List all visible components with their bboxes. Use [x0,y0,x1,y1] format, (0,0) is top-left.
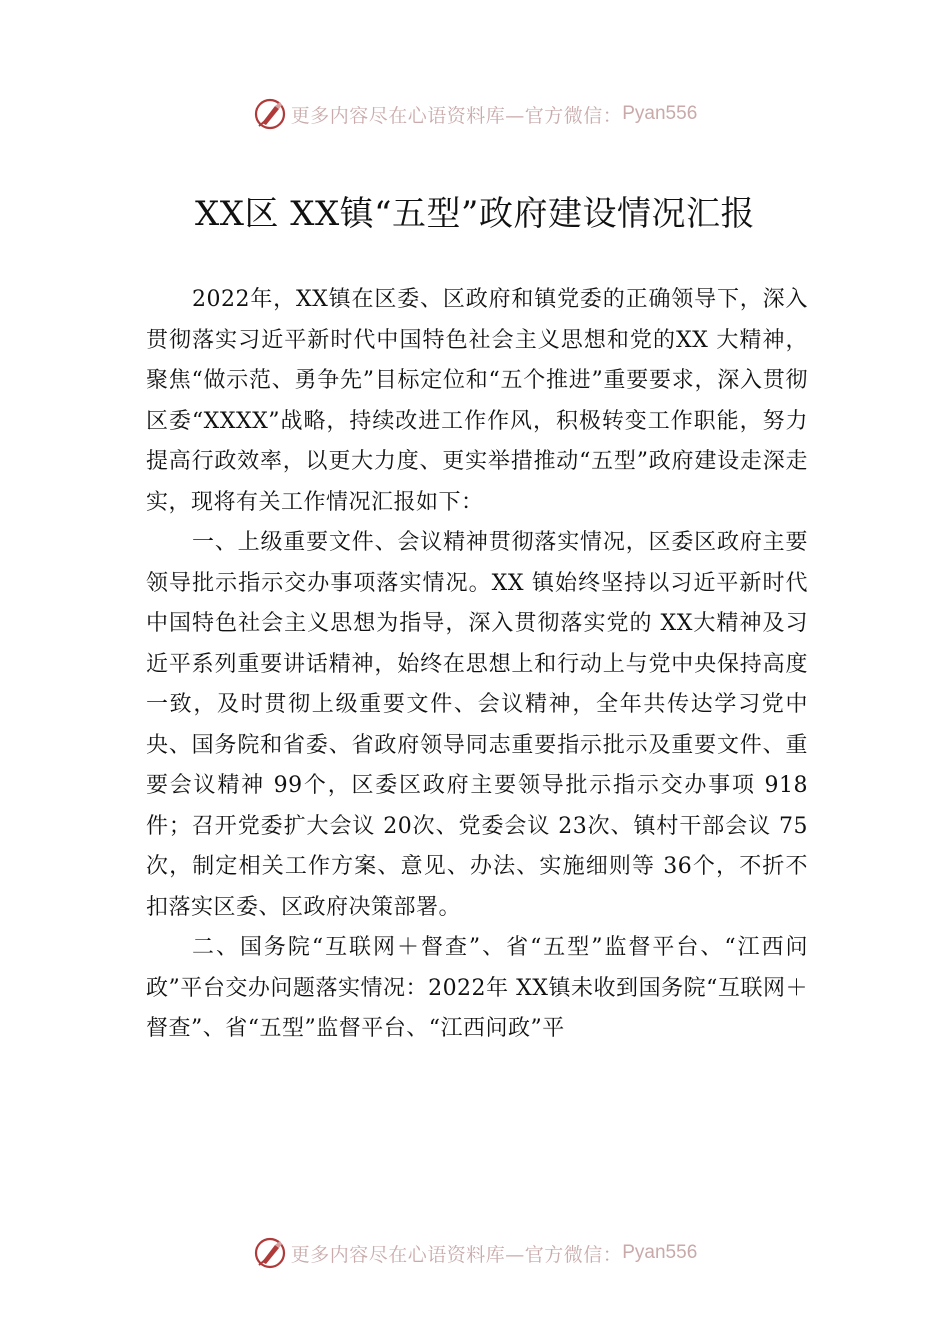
paragraph-section-2: 二、国务院“互联网＋督查”、省“五型”监督平台、“江西问政”平台交办问题落实情况：2022年 XX镇未收到国务院“互联网＋督查”、省“五型”监督平台、“江西问政”平 [146,935,808,1041]
header-banner-text: 更多内容尽在心语资料库—官方微信： [290,104,623,127]
paragraph-intro: 2022年，XX镇在区委、区政府和镇党委的正确领导下，深入贯彻落实习近平新时代中国特色社会主义思想和党的XX 大精神，聚焦“做示范、勇争先”目标定位和“五个推进”重要要求，深入贯彻区委“XXXX”战略，持续改进工作作风，积极转变工作职能，努力提高行政效率，以更大力度、更实举措推动“五型”政府建设走深走实，现将有关工作情况汇报如下： [146,287,808,515]
footer-banner [0,1233,950,1273]
document-title: XX区 XX镇“五型”政府建设情况汇报 [195,194,755,234]
quill-pen-logo-icon [253,1236,287,1270]
paragraph-section-1: 一、上级重要文件、会议精神贯彻落实情况，区委区政府主要领导批示指示交办事项落实情况。XX 镇始终坚持以习近平新时代中国特色社会主义思想为指导，深入贯彻落实党的 XX大精神及习近平系列重要讲话精神，始终在思想上和行动上与党中央保持高度一致，及时贯彻上级重要文件、会议精神，全年共传达学习党中央、国务院和省委、省政府领导同志重要指示批示及重要文件、重要会议精神 99个，区委区政府主要领导批示指示交办事项 918件；召开党委扩大会议 20次、党委会议 23次、镇村干部会议 75次，制定相关工作方案、意见、办法、实施细则等 36个，不折不扣落实区委、区政府决策部署。 [146,530,808,920]
header-wechat-id: Pyan556 [622,103,698,124]
footer-banner-text: 更多内容尽在心语资料库—官方微信： [290,1243,623,1266]
footer-wechat-id: Pyan556 [622,1242,698,1263]
quill-pen-logo-icon [253,97,287,131]
document-body [146,280,808,1050]
header-banner [0,94,950,134]
